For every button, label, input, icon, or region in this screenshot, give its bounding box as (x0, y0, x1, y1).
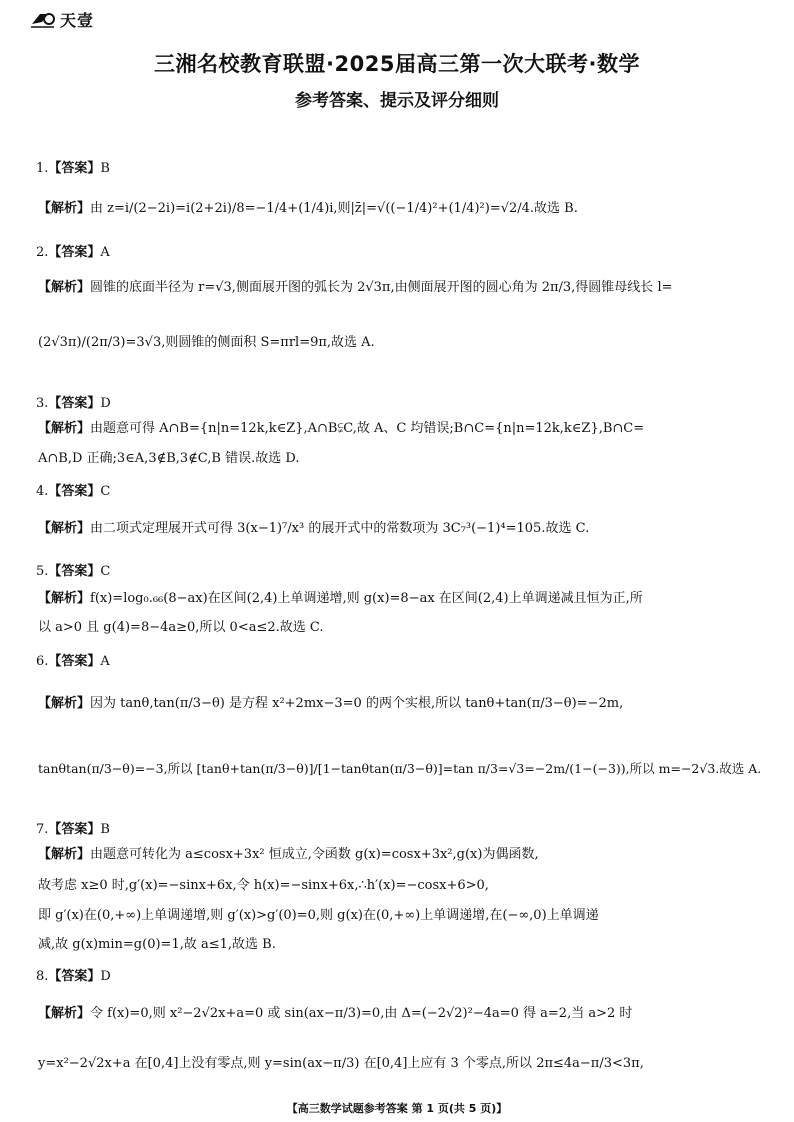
question-7-analysis-cont1 (38, 877, 768, 895)
analysis-line: (2√3π)/(2π/3)=3√3,则圆锥的侧面积 S=πrl=9π,故选 A. (38, 335, 375, 350)
logo-icon (30, 10, 56, 30)
question-4-analysis (38, 520, 768, 538)
analysis-tag: 【解析】 (38, 591, 91, 606)
question-2-answer (36, 241, 110, 260)
answer-tag: 【答案】 (48, 484, 101, 499)
answer-tag: 【答案】 (48, 564, 101, 579)
question-1-analysis (38, 200, 768, 218)
answer-tag: 【答案】 (48, 245, 101, 260)
answer-tag: 【答案】 (48, 396, 101, 411)
question-1-answer (36, 157, 110, 176)
answer-value: A (100, 654, 110, 669)
question-8-analysis-cont (38, 1055, 768, 1073)
answer-value: C (100, 564, 111, 579)
logo-text: 天壹 (60, 11, 95, 30)
page-title: 三湘名校教育联盟·2025届高三第一次大联考·数学 (154, 52, 640, 76)
question-number: 5. (36, 564, 49, 579)
analysis-tag: 【解析】 (38, 421, 91, 436)
question-5-analysis (38, 590, 768, 608)
question-8-answer (36, 965, 111, 984)
question-5-answer (36, 560, 110, 579)
logo (30, 8, 94, 31)
answer-value: A (100, 245, 110, 260)
question-2-analysis-cont (38, 334, 768, 352)
question-number: 7. (36, 822, 49, 837)
analysis-tag: 【解析】 (38, 847, 91, 862)
analysis-line: 因为 tanθ,tan(π/3−θ) 是方程 x²+2mx−3=0 的两个实根,所以 tanθ+tan(π/3−θ)=−2m, (90, 696, 624, 711)
question-7-analysis (38, 846, 768, 864)
analysis-line: tanθtan(π/3−θ)=−3,所以 [tanθ+tan(π/3−θ)]/[1−tanθtan(π/3−θ)]=tan π/3=√3=−2m/(1−(−3)),所以 m=−2√3.故选 A. (38, 761, 762, 776)
answer-value: B (100, 822, 110, 837)
answer-value: B (100, 161, 110, 176)
analysis-line: y=x²−2√2x+a 在[0,4]上没有零点,则 y=sin(ax−π/3) 在[0,4]上应有 3 个零点,所以 2π≤4a−π/3<3π, (38, 1056, 644, 1071)
analysis-line: 减,故 g(x)min=g(0)=1,故 a≤1,故选 B. (38, 937, 276, 952)
page-footer: 【高三数学试题参考答案 第 1 页(共 5 页)】 (286, 1102, 508, 1115)
analysis-tag: 【解析】 (38, 521, 91, 536)
question-number: 4. (36, 484, 49, 499)
answer-value: C (100, 484, 111, 499)
question-6-analysis (38, 695, 768, 713)
analysis-line: 以 a>0 且 g(4)=8−4a≥0,所以 0<a≤2.故选 C. (38, 620, 324, 635)
analysis-tag: 【解析】 (38, 1006, 91, 1021)
analysis-line: 圆锥的底面半径为 r=√3,侧面展开图的弧长为 2√3π,由侧面展开图的圆心角为 2π/3,得圆锥母线长 l= (90, 280, 673, 295)
question-3-analysis-cont (38, 450, 768, 468)
analysis-tag: 【解析】 (38, 201, 91, 216)
question-3-analysis (38, 420, 768, 438)
question-number: 8. (36, 969, 49, 984)
question-7-answer (36, 818, 110, 837)
analysis-line: 由题意可得 A∩B={n|n=12k,k∈Z},A∩B⫋C,故 A、C 均错误;B∩C={n|n=12k,k∈Z},B∩C= (90, 421, 645, 436)
analysis-line: f(x)=log₀.₆₆(8−ax)在区间(2,4)上单调递增,则 g(x)=8−ax 在区间(2,4)上单调递减且恒为正,所 (90, 591, 643, 606)
analysis-tag: 【解析】 (38, 280, 91, 295)
answer-value: D (100, 396, 111, 411)
analysis-line: 由题意可转化为 a≤cosx+3x² 恒成立,令函数 g(x)=cosx+3x²,g(x)为偶函数, (90, 847, 539, 862)
question-number: 2. (36, 245, 49, 260)
question-7-analysis-cont2 (38, 907, 768, 925)
page-subtitle: 参考答案、提示及评分细则 (295, 91, 499, 111)
answer-value: D (100, 969, 111, 984)
analysis-line: 即 g′(x)在(0,+∞)上单调递增,则 g′(x)>g′(0)=0,则 g(x)在(0,+∞)上单调递增,在(−∞,0)上单调递 (38, 908, 599, 923)
analysis-line: 故考虑 x≥0 时,g′(x)=−sinx+6x,令 h(x)=−sinx+6x,∴h′(x)=−cosx+6>0, (38, 878, 489, 893)
question-7-analysis-cont3 (38, 936, 768, 954)
analysis-line: 令 f(x)=0,则 x²−2√2x+a=0 或 sin(ax−π/3)=0,由 Δ=(−2√2)²−4a=0 得 a=2,当 a>2 时 (90, 1006, 633, 1021)
question-5-analysis-cont (38, 619, 768, 637)
analysis-line: A∩B,D 正确;3∈A,3∉B,3∉C,B 错误.故选 D. (38, 451, 300, 466)
question-6-analysis-cont (38, 760, 768, 778)
analysis-tag: 【解析】 (38, 696, 91, 711)
answer-tag: 【答案】 (48, 654, 101, 669)
analysis-line: 由二项式定理展开式可得 3(x−1)⁷/x³ 的展开式中的常数项为 3C₇³(−1)⁴=105.故选 C. (90, 521, 590, 536)
analysis-line: 由 z=i/(2−2i)=i(2+2i)/8=−1/4+(1/4)i,则|z̄|=√((−1/4)²+(1/4)²)=√2/4.故选 B. (90, 201, 578, 216)
question-6-answer (36, 650, 110, 669)
question-8-analysis (38, 1005, 768, 1023)
answer-tag: 【答案】 (48, 161, 101, 176)
answer-tag: 【答案】 (48, 969, 101, 984)
answer-tag: 【答案】 (48, 822, 101, 837)
question-4-answer (36, 480, 110, 499)
question-number: 3. (36, 396, 49, 411)
question-number: 6. (36, 654, 49, 669)
question-2-analysis (38, 279, 768, 297)
question-3-answer (36, 392, 111, 411)
question-number: 1. (36, 161, 49, 176)
